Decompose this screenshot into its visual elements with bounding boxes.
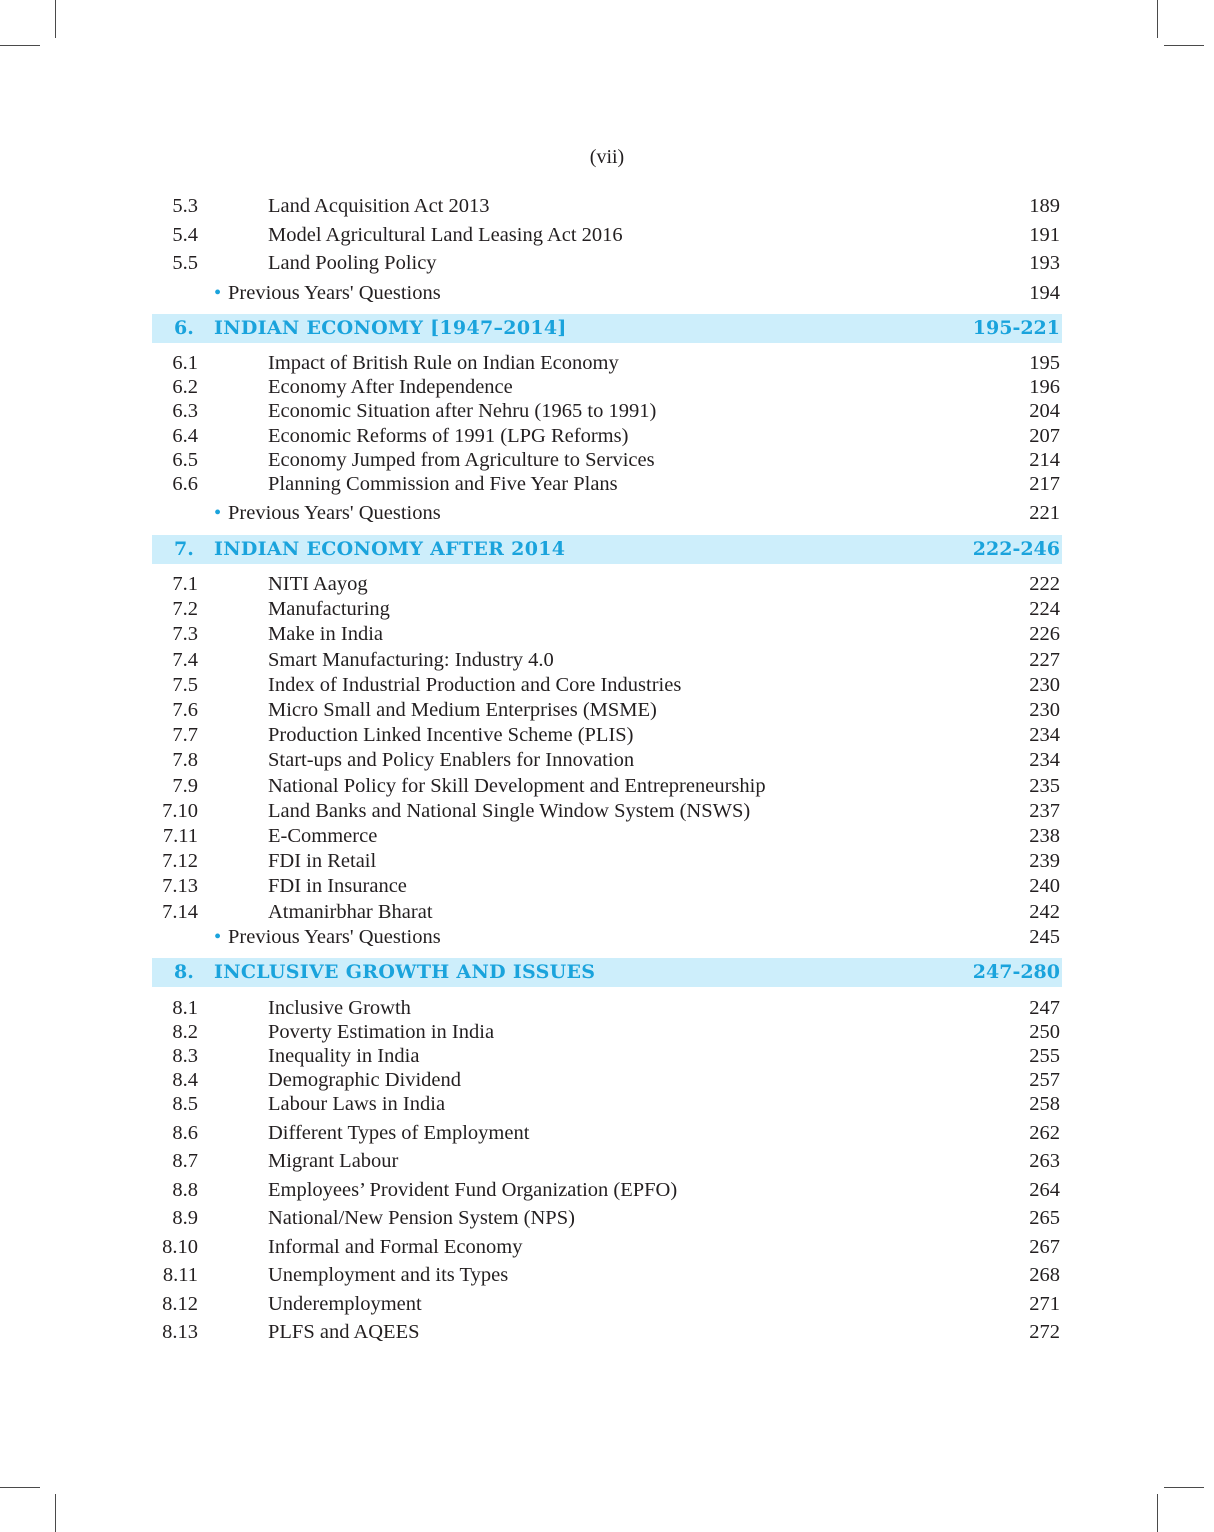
section-title: NITI Aayog: [268, 573, 368, 595]
section-number: 7.1: [172, 573, 198, 595]
page-ref: 262: [1029, 1122, 1060, 1144]
section-title: Smart Manufacturing: Industry 4.0: [268, 649, 554, 671]
section-number: 6.1: [172, 352, 198, 374]
bullet-icon: •: [214, 926, 222, 948]
page-ref: 230: [1029, 699, 1060, 721]
section-number: 8.10: [162, 1236, 198, 1258]
page-ref: 239: [1029, 850, 1060, 872]
page-ref: 224: [1029, 598, 1060, 620]
section-title: Land Pooling Policy: [268, 252, 437, 274]
toc-entry[interactable]: [152, 596, 1062, 622]
toc-entry[interactable]: [152, 193, 1062, 219]
toc-entry[interactable]: [152, 471, 1062, 497]
chapter-number: 6.: [174, 317, 194, 339]
section-title: Different Types of Employment: [268, 1122, 530, 1144]
toc-entry[interactable]: [152, 873, 1062, 899]
chapter-heading[interactable]: [152, 314, 1062, 343]
section-title: Start-ups and Policy Enablers for Innovation: [268, 749, 635, 771]
section-title: E-Commerce: [268, 825, 378, 847]
previous-years-questions[interactable]: [152, 280, 1062, 306]
section-number: 8.4: [172, 1069, 198, 1091]
page-ref: 194: [1029, 282, 1060, 304]
section-title: Previous Years' Questions: [228, 502, 441, 524]
toc-entry[interactable]: [152, 350, 1062, 376]
section-number: 7.13: [162, 875, 198, 897]
page-ref: 207: [1029, 425, 1060, 447]
section-title: Model Agricultural Land Leasing Act 2016: [268, 224, 623, 246]
page-ref: 222: [1029, 573, 1060, 595]
section-number: 7.4: [172, 649, 198, 671]
section-number: 5.3: [172, 195, 198, 217]
page-ref: 227: [1029, 649, 1060, 671]
chapter-heading[interactable]: [152, 958, 1062, 987]
toc-entry[interactable]: [152, 773, 1062, 799]
crop-mark: [1157, 1494, 1158, 1532]
page-ref: 234: [1029, 724, 1060, 746]
section-number: 7.8: [172, 749, 198, 771]
section-title: Unemployment and its Types: [268, 1264, 509, 1286]
page-ref: 265: [1029, 1207, 1060, 1229]
toc-entry[interactable]: [152, 995, 1062, 1021]
toc-entry[interactable]: [152, 798, 1062, 824]
section-title: Employees’ Provident Fund Organization (EPFO): [268, 1179, 678, 1201]
section-title: Land Acquisition Act 2013: [268, 195, 490, 217]
toc-entry[interactable]: [152, 1120, 1062, 1146]
chapter-title: INCLUSIVE GROWTH AND ISSUES: [214, 961, 596, 983]
crop-mark: [1164, 45, 1204, 46]
toc-entry[interactable]: [152, 222, 1062, 248]
section-number: 8.13: [162, 1321, 198, 1343]
section-title: Underemployment: [268, 1293, 422, 1315]
section-title: Impact of British Rule on Indian Economy: [268, 352, 619, 374]
section-title: Planning Commission and Five Year Plans: [268, 473, 618, 495]
section-number: 8.1: [172, 997, 198, 1019]
section-number: 6.4: [172, 425, 198, 447]
toc-entry[interactable]: [152, 1291, 1062, 1317]
section-number: 7.7: [172, 724, 198, 746]
page-ref: 230: [1029, 674, 1060, 696]
page-ref: 247: [1029, 997, 1060, 1019]
page-ref: 271: [1029, 1293, 1060, 1315]
page-ref: 258: [1029, 1093, 1060, 1115]
page-ref: 189: [1029, 195, 1060, 217]
page-ref: 242: [1029, 901, 1060, 923]
section-number: 7.6: [172, 699, 198, 721]
toc-entry[interactable]: [152, 1262, 1062, 1288]
section-title: FDI in Retail: [268, 850, 377, 872]
section-title: Previous Years' Questions: [228, 926, 441, 948]
toc-entry[interactable]: [152, 1067, 1062, 1093]
crop-mark: [1157, 0, 1158, 38]
section-number: 6.2: [172, 376, 198, 398]
section-title: Labour Laws in India: [268, 1093, 446, 1115]
chapter-title: INDIAN ECONOMY [1947–2014]: [214, 317, 567, 339]
page-ref: 196: [1029, 376, 1060, 398]
section-title: Poverty Estimation in India: [268, 1021, 495, 1043]
page-ref: 240: [1029, 875, 1060, 897]
page-ref: 264: [1029, 1179, 1060, 1201]
toc-entry[interactable]: [152, 621, 1062, 647]
section-title: Make in India: [268, 623, 383, 645]
section-number: 5.4: [172, 224, 198, 246]
toc-entry[interactable]: [152, 722, 1062, 748]
toc-entry[interactable]: [152, 423, 1062, 449]
section-number: 8.12: [162, 1293, 198, 1315]
section-title: Previous Years' Questions: [228, 282, 441, 304]
section-number: 7.5: [172, 674, 198, 696]
section-title: Micro Small and Medium Enterprises (MSME): [268, 699, 657, 721]
page-ref: 237: [1029, 800, 1060, 822]
section-number: 6.6: [172, 473, 198, 495]
section-number: 8.2: [172, 1021, 198, 1043]
section-number: 8.3: [172, 1045, 198, 1067]
page-ref: 235: [1029, 775, 1060, 797]
chapter-page-range: 222-246: [972, 538, 1060, 560]
toc-entry[interactable]: [152, 647, 1062, 673]
previous-years-questions[interactable]: [152, 500, 1062, 526]
section-number: 8.6: [172, 1122, 198, 1144]
page-ref: 191: [1029, 224, 1060, 246]
page-ref: 250: [1029, 1021, 1060, 1043]
section-title: Index of Industrial Production and Core Industries: [268, 674, 682, 696]
section-title: PLFS and AQEES: [268, 1321, 420, 1343]
toc-entry[interactable]: [152, 697, 1062, 723]
section-number: 7.2: [172, 598, 198, 620]
crop-mark: [0, 45, 40, 46]
toc-entry[interactable]: [152, 374, 1062, 400]
section-title: Informal and Formal Economy: [268, 1236, 523, 1258]
previous-years-questions[interactable]: [152, 924, 1062, 950]
page-ref: 272: [1029, 1321, 1060, 1343]
page-ref: 226: [1029, 623, 1060, 645]
toc-entry[interactable]: [152, 747, 1062, 773]
page-ref: 238: [1029, 825, 1060, 847]
chapter-number: 7.: [174, 538, 194, 560]
toc-entry[interactable]: [152, 571, 1062, 597]
section-number: 8.8: [172, 1179, 198, 1201]
toc-entry[interactable]: [152, 1148, 1062, 1174]
section-title: Economy Jumped from Agriculture to Services: [268, 449, 655, 471]
page-ref: 263: [1029, 1150, 1060, 1172]
page-ref: 195: [1029, 352, 1060, 374]
crop-mark: [55, 0, 56, 38]
section-number: 8.7: [172, 1150, 198, 1172]
page-number: (vii): [589, 146, 625, 168]
crop-mark: [55, 1494, 56, 1532]
crop-mark: [1164, 1487, 1204, 1488]
toc-entry[interactable]: [152, 447, 1062, 473]
section-number: 8.5: [172, 1093, 198, 1115]
section-title: Economic Reforms of 1991 (LPG Reforms): [268, 425, 629, 447]
section-title: Inequality in India: [268, 1045, 420, 1067]
section-number: 6.5: [172, 449, 198, 471]
bullet-icon: •: [214, 502, 222, 524]
toc-entry[interactable]: [152, 848, 1062, 874]
section-number: 7.10: [162, 800, 198, 822]
page-ref: 214: [1029, 449, 1060, 471]
toc-entry[interactable]: [152, 1177, 1062, 1203]
section-number: 7.11: [162, 825, 198, 847]
page-ref: 204: [1029, 400, 1060, 422]
page-ref: 234: [1029, 749, 1060, 771]
page-ref: 268: [1029, 1264, 1060, 1286]
chapter-page-range: 195-221: [972, 317, 1060, 339]
page-ref: 267: [1029, 1236, 1060, 1258]
section-title: Manufacturing: [268, 598, 390, 620]
section-number: 7.12: [162, 850, 198, 872]
toc-entry[interactable]: [152, 250, 1062, 276]
toc-entry[interactable]: [152, 1319, 1062, 1345]
section-title: Economic Situation after Nehru (1965 to 1991): [268, 400, 657, 422]
toc-entry[interactable]: [152, 672, 1062, 698]
toc-entry[interactable]: [152, 1043, 1062, 1069]
chapter-title: INDIAN ECONOMY AFTER 2014: [214, 538, 566, 560]
section-title: Inclusive Growth: [268, 997, 411, 1019]
toc-entry[interactable]: [152, 1091, 1062, 1117]
section-title: Atmanirbhar Bharat: [268, 901, 433, 923]
section-number: 8.9: [172, 1207, 198, 1229]
toc-entry[interactable]: [152, 398, 1062, 424]
toc-entry[interactable]: [152, 823, 1062, 849]
section-number: 7.9: [172, 775, 198, 797]
page-ref: 257: [1029, 1069, 1060, 1091]
bullet-icon: •: [214, 282, 222, 304]
toc-entry[interactable]: [152, 899, 1062, 925]
crop-mark: [0, 1487, 40, 1488]
page-ref: 221: [1029, 502, 1060, 524]
section-title: National/New Pension System (NPS): [268, 1207, 575, 1229]
page-ref: 217: [1029, 473, 1060, 495]
section-title: National Policy for Skill Development and Entrepreneurship: [268, 775, 766, 797]
toc-entry[interactable]: [152, 1234, 1062, 1260]
toc-entry[interactable]: [152, 1205, 1062, 1231]
page-ref: 193: [1029, 252, 1060, 274]
page-ref: 255: [1029, 1045, 1060, 1067]
section-number: 8.11: [162, 1264, 198, 1286]
section-number: 7.3: [172, 623, 198, 645]
section-number: 7.14: [162, 901, 198, 923]
section-title: Economy After Independence: [268, 376, 513, 398]
toc-entry[interactable]: [152, 1019, 1062, 1045]
page-ref: 245: [1029, 926, 1060, 948]
chapter-heading[interactable]: [152, 535, 1062, 564]
section-title: Land Banks and National Single Window System (NSWS): [268, 800, 751, 822]
section-title: Migrant Labour: [268, 1150, 399, 1172]
chapter-page-range: 247-280: [972, 961, 1060, 983]
chapter-number: 8.: [174, 961, 194, 983]
section-title: Production Linked Incentive Scheme (PLIS): [268, 724, 634, 746]
section-number: 6.3: [172, 400, 198, 422]
section-title: Demographic Dividend: [268, 1069, 461, 1091]
section-number: 5.5: [172, 252, 198, 274]
section-title: FDI in Insurance: [268, 875, 407, 897]
